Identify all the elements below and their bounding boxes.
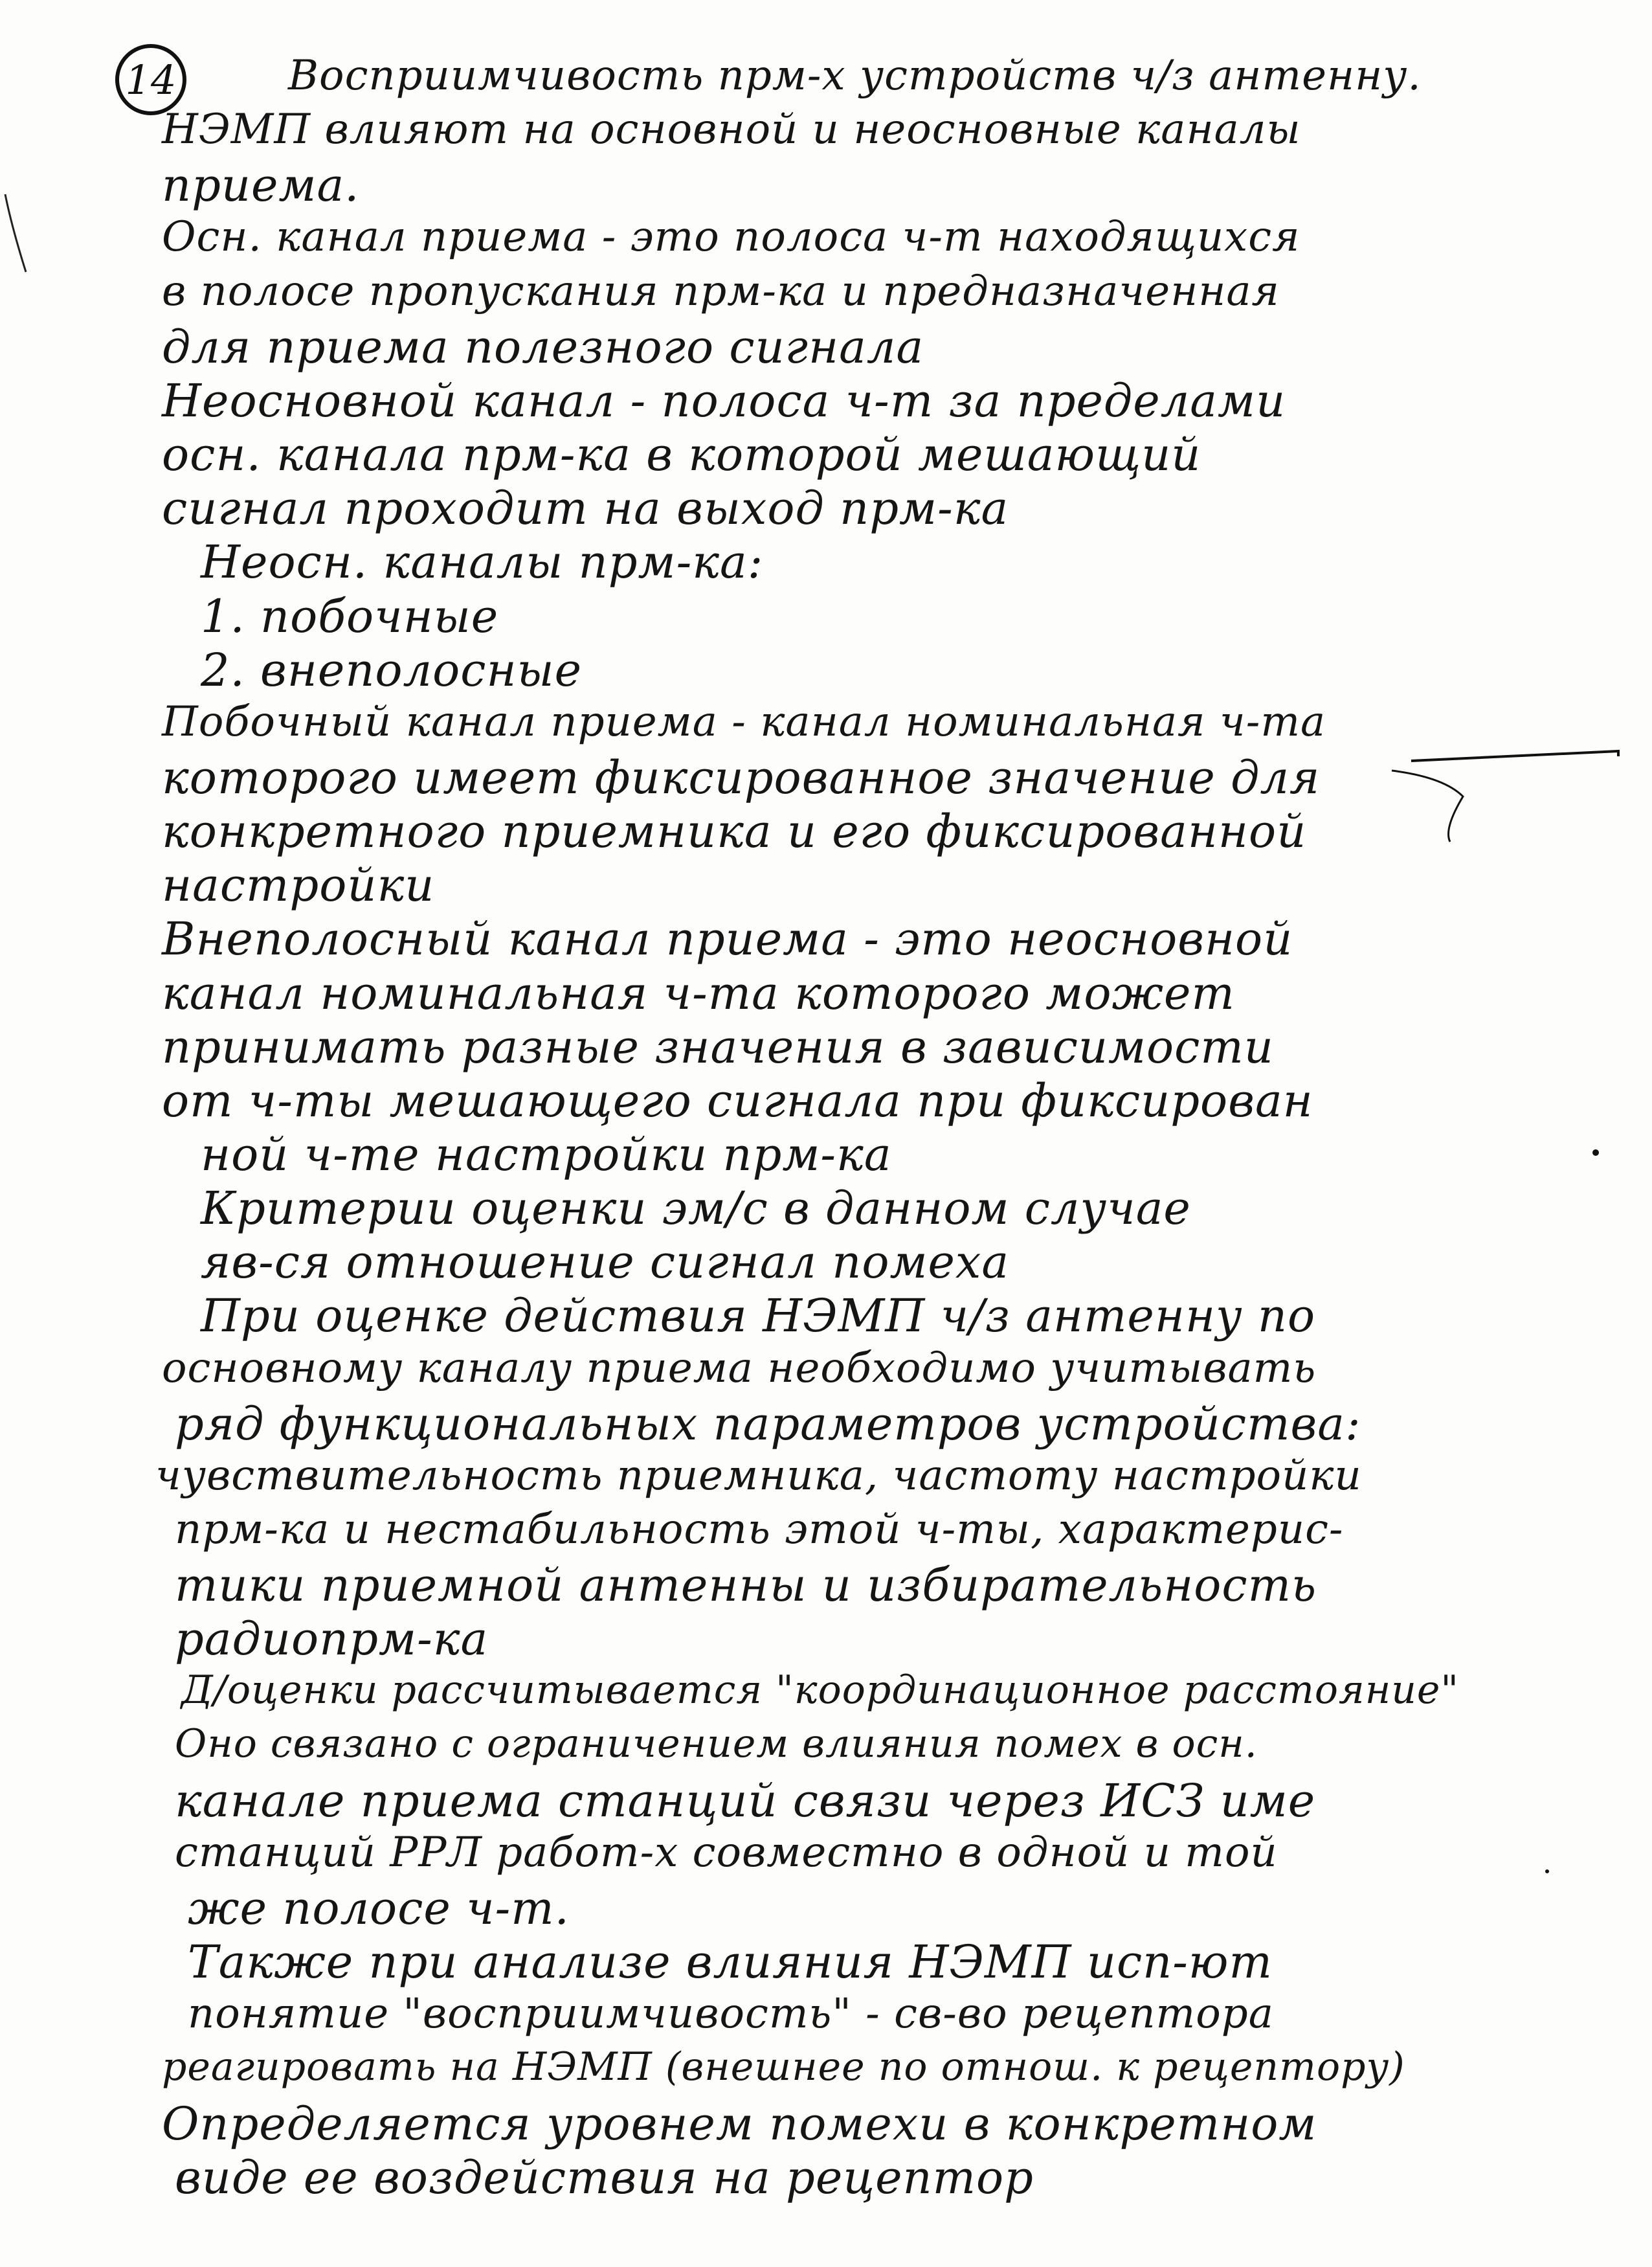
text-line-9: сигнал проходит на выход прм-ка: [162, 482, 1009, 535]
text-line-37: понятие "восприимчивость" - св-во рецептора: [188, 1990, 1274, 2038]
text-line-33: канале приема станций связи через ИСЗ име: [175, 1774, 1316, 1827]
text-line-13: Побочный канал приема - канал номинальная ч-та: [162, 698, 1326, 746]
text-line-21: ной ч-те настройки прм-ка: [201, 1128, 892, 1181]
text-line-19: принимать разные значения в зависимости: [162, 1021, 1274, 1074]
text-line-4: Осн. канал приема - это полоса ч-т находящихся: [162, 213, 1300, 261]
text-line-16: настройки: [162, 859, 435, 912]
page-number-circle: [115, 44, 186, 115]
text-line-5: в полосе пропускания прм-ка и предназначенная: [162, 267, 1280, 315]
text-line-11: 1. побочные: [201, 590, 499, 643]
text-line-24: При оценке действия НЭМП ч/з антенну по: [201, 1289, 1316, 1342]
text-line-30: радиопрм-ка: [175, 1612, 489, 1665]
text-line-23: яв-ся отношение сигнал помеха: [201, 1235, 1010, 1289]
text-line-17: Внеполосный канал приема - это неосновной: [162, 912, 1293, 965]
text-line-36: Также при анализе влияния НЭМП исп-ют: [188, 1935, 1273, 1989]
text-line-31: Д/оценки рассчитывается "координационное расстояние": [181, 1667, 1459, 1713]
text-line-27: чувствительность приемника, частоту настройки: [155, 1452, 1362, 1500]
text-line-39: Определяется уровнем помехи в конкретном: [162, 2097, 1317, 2150]
text-line-6: для приема полезного сигнала: [162, 321, 924, 374]
text-line-40: виде ее воздействия на рецептор: [175, 2151, 1034, 2204]
text-line-12: 2. внеполосные: [201, 644, 583, 697]
text-line-26: ряд функциональных параметров устройства:: [175, 1397, 1361, 1450]
text-line-18: канал номинальная ч-та которого может: [162, 967, 1235, 1020]
text-line-29: тики приемной антенны и избирательность: [175, 1559, 1317, 1612]
page-number: 14: [125, 56, 177, 104]
text-line-28: прм-ка и нестабильность этой ч-ты, характерис-: [175, 1506, 1344, 1553]
text-line-7: Неосновной канал - полоса ч-т за пределами: [162, 374, 1286, 427]
text-line-15: конкретного приемника и его фиксированной: [162, 805, 1307, 858]
text-line-22: Критерии оценки эм/с в данном случае: [201, 1182, 1191, 1235]
text-line-25: основному каналу приема необходимо учитывать: [162, 1344, 1317, 1392]
text-line-1: Восприимчивость прм-х устройств ч/з антенну.: [288, 52, 1422, 100]
text-line-35: же полосе ч-т.: [188, 1882, 570, 1935]
text-line-32: Оно связано с ограничением влияния помех в осн.: [175, 1721, 1258, 1766]
text-line-14: которого имеет фиксированное значение для: [162, 751, 1321, 804]
text-line-3: приема.: [162, 159, 360, 212]
text-line-8: осн. канала прм-ка в которой мешающий: [162, 428, 1201, 481]
text-line-38: реагировать на НЭМП (внешнее по отнош. к рецептору): [162, 2044, 1405, 2090]
text-line-20: от ч-ты мешающего сигнала при фиксирован: [162, 1074, 1313, 1127]
text-line-10: Неосн. каналы прм-ка:: [201, 536, 764, 589]
text-line-34: станций РРЛ работ-х совместно в одной и той: [175, 1829, 1278, 1877]
text-line-2: НЭМП влияют на основной и неосновные каналы: [162, 106, 1301, 153]
